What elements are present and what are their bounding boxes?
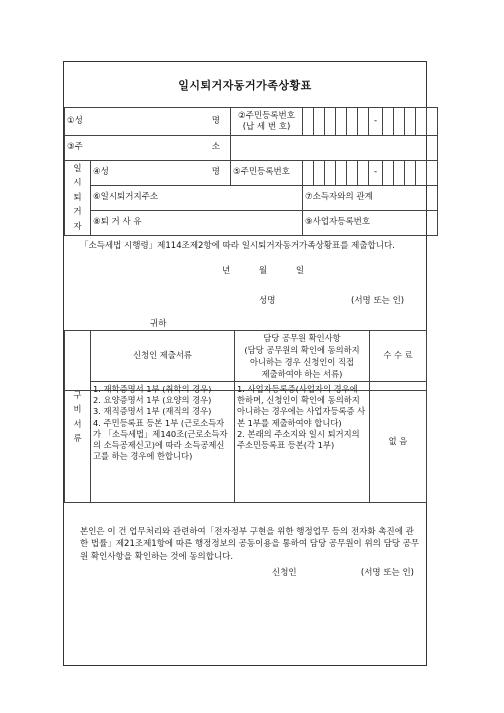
- list-item: 1. 재학증명서 1부 (취학의 경우): [93, 384, 212, 394]
- rrn-digit-box[interactable]: [394, 108, 405, 136]
- recipient-label: 귀하: [150, 319, 167, 329]
- rrn-dash: -: [369, 108, 383, 136]
- applicant-docs-list: [91, 382, 235, 503]
- rrn-digit-box[interactable]: [325, 161, 336, 186]
- applicant-docs-header: 신청인 제출서류: [91, 331, 235, 382]
- rrn-digit-box[interactable]: [383, 161, 394, 186]
- rrn-digit-box[interactable]: [394, 161, 405, 186]
- rrn-digit-box[interactable]: [358, 161, 369, 186]
- rrn-digit-box[interactable]: [427, 108, 438, 136]
- rrn-digit-box[interactable]: [347, 161, 358, 186]
- consent-text: 본인은 이 건 업무처리와 관련하여「전자정부 구현을 위한 행정업무 등의 전자화 촉진에 관한 법률」제21조제1항에 따른 행정정보의 공동이용을 통하여 담당 공무원이 위의 담당 공무원 확인사항을 확인하는 것에 동의합니다.: [80, 527, 420, 562]
- temp-leaver-vertical-label: 일 시 퇴 거 자: [65, 161, 91, 236]
- consent-signature-line: [80, 567, 420, 579]
- rrn-digit-box[interactable]: [314, 108, 325, 136]
- rrn-digit-box[interactable]: [416, 161, 427, 186]
- name-label-cell: ①성 명: [65, 108, 231, 136]
- rrn-digit-box[interactable]: [358, 108, 369, 136]
- rrn-digit-box[interactable]: [427, 161, 438, 186]
- rrn-digit-box[interactable]: [383, 108, 394, 136]
- official-check-header: 담당 공무원 확인사항 (담당 공무원의 확인에 동의하지 아니하는 경우 신청인이 직접 제출하여야 하는 서류): [235, 331, 370, 382]
- applicant-name-label: 성명: [259, 296, 276, 306]
- list-item: 2. 요양증명서 1부 (요양의 경우): [93, 395, 212, 406]
- list-item: 1. 사업자등록증(사업자의 경우에 한하며, 신청인이 확인에 동의하지 아니하는 경우에는 사업자등록증 사본 1부를 제출하여야 합니다): [237, 384, 366, 428]
- signature-note: (서명 또는 인): [351, 296, 405, 306]
- date-year: 년: [222, 266, 231, 276]
- rrn-dash: -: [369, 161, 383, 186]
- rrn-digit-box[interactable]: [314, 161, 325, 186]
- declaration-statement: 「소득세법 시행령」제114조제2항에 따라 일시퇴거자동거가족상황표를 제출합니다.: [80, 241, 395, 251]
- list-item: 4. 주민등록표 등본 1부 (근로소득자가 「소득세법」제140조(근로소득자의 소득공제신고)에 따라 소득공제신고를 하는 경우에 한합니다): [93, 417, 228, 462]
- address-label-cell: ③주 소: [65, 136, 231, 161]
- date-day: 일: [295, 266, 305, 276]
- rrn-label-cell: ②주민등록번호 (납 세 번 호): [231, 108, 303, 136]
- rrn-digit-box[interactable]: [336, 108, 347, 136]
- family-rrn-label: ⑤주민등록번호: [231, 161, 303, 186]
- rrn-digit-box[interactable]: [405, 108, 416, 136]
- date-month: 월: [258, 266, 268, 276]
- consent-signature-note: (서명 또는 인): [360, 567, 414, 578]
- date-line: [212, 264, 314, 276]
- consent-section: [64, 520, 426, 579]
- rrn-digit-box[interactable]: [405, 161, 416, 186]
- consent-applicant-label: 신청인: [272, 567, 297, 578]
- temp-address-label: ⑥일시퇴거지주소: [91, 186, 303, 211]
- rrn-digit-box[interactable]: [325, 108, 336, 136]
- rrn-digit-box[interactable]: [303, 108, 314, 136]
- tax-form: [63, 61, 427, 666]
- rrn-digit-box[interactable]: [347, 108, 358, 136]
- documents-table: [64, 330, 427, 503]
- fee-header: 수 수 료: [370, 331, 427, 382]
- form-title: 일시퇴거자동거가족상황표: [64, 62, 426, 108]
- rrn-digit-box[interactable]: [336, 161, 347, 186]
- list-item: 3. 재직증명서 1부 (재직의 경우): [93, 406, 212, 417]
- relation-label: ⑦소득자와의 관계: [303, 186, 438, 211]
- rrn-digit-box[interactable]: [416, 108, 427, 136]
- rrn-digit-box[interactable]: [303, 161, 314, 186]
- bizno-label: ⑨사업자등록번호: [303, 211, 438, 236]
- official-check-list: [235, 382, 370, 503]
- fee-value: 없 음: [370, 382, 427, 503]
- address-field[interactable]: [231, 136, 438, 161]
- reason-label: ⑧퇴 거 사 유: [91, 211, 303, 236]
- family-name-label-cell: ④성 명: [91, 161, 231, 186]
- documents-vertical-label: 구 비 서 류: [65, 331, 91, 503]
- applicant-info-table: [64, 107, 438, 236]
- list-item: 2. 본래의 주소지와 일시 퇴거지의 주소민등록표 등본(각 1부): [237, 428, 360, 450]
